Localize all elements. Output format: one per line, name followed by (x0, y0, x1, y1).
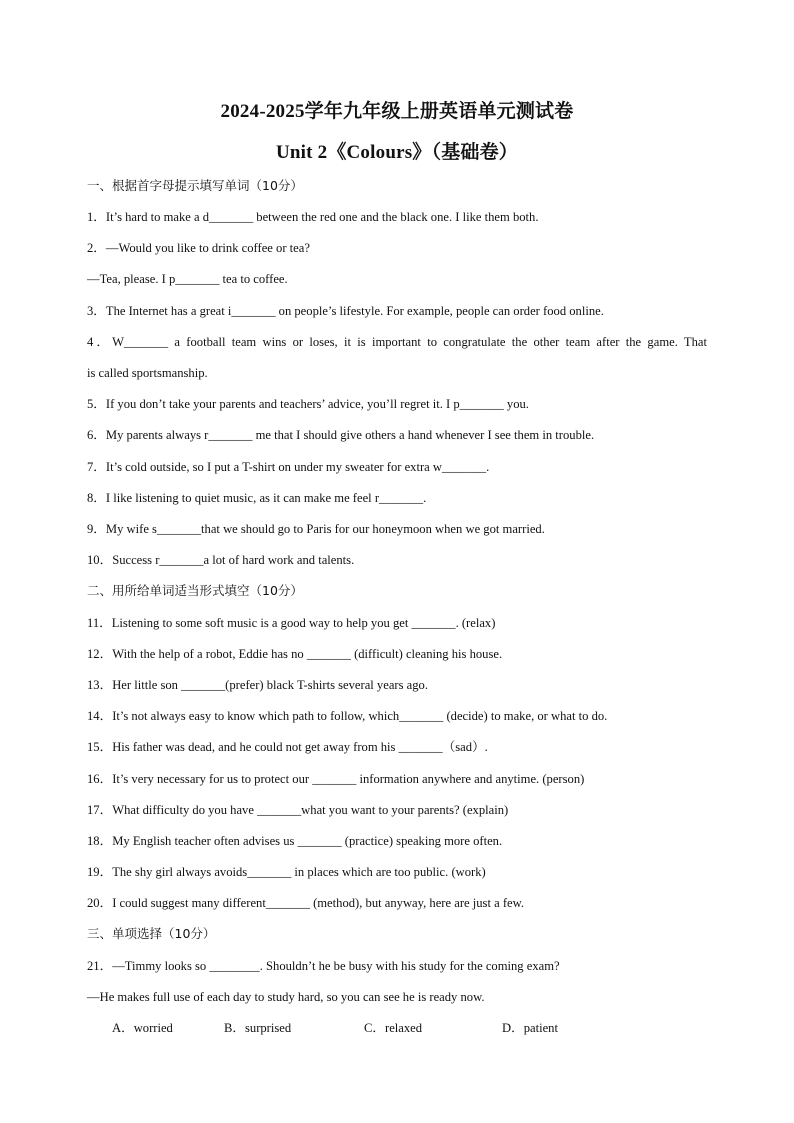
question-6: 6．My parents always r_______ me that I should give others a hand whenever I see them in trouble. (87, 428, 595, 442)
question-9: 9．My wife s_______that we should go to Paris for our honeymoon when we got married. (87, 522, 545, 536)
question-8: 8．I like listening to quiet music, as it can make me feel r_______. (87, 491, 427, 505)
question-15: 15．His father was dead, and he could not get away from his _______（sad）. (87, 740, 488, 754)
question-21-line-1: 21．—Timmy looks so ________. Shouldn’t he be busy with his study for the coming exam? (87, 959, 560, 973)
section-heading-2: 二、用所给单词适当形式填空（10分） (87, 583, 303, 598)
question-18: 18．My English teacher often advises us _______ (practice) speaking more often. (87, 834, 503, 848)
exam-subtitle: Unit 2《Colours》（基础卷） (275, 142, 519, 163)
question-14: 14．It’s not always easy to know which path to follow, which_______ (decide) to make, or what to do. (87, 709, 608, 723)
question-16: 16．It’s very necessary for us to protect our _______ information anywhere and anytime. (person) (87, 772, 585, 786)
section-heading-1: 一、根据首字母提示填写单词（10分） (87, 178, 303, 193)
question-13: 13．Her little son _______(prefer) black T-shirts several years ago. (87, 678, 428, 692)
question-2-line-1: 2．—Would you like to drink coffee or tea? (87, 241, 310, 255)
question-4-line-1: 4．W_______ a football team wins or loses, it is important to congratulate the other team after the game. That (87, 335, 707, 349)
question-10: 10．Success r_______a lot of hard work and talents. (87, 553, 355, 567)
question-20: 20．I could suggest many different_______ (method), but anyway, here are just a few. (87, 896, 525, 910)
option-d: D．patient (502, 1021, 558, 1035)
question-17: 17．What difficulty do you have _______what you want to your parents? (explain) (87, 803, 509, 817)
question-12: 12．With the help of a robot, Eddie has no _______ (difficult) cleaning his house. (87, 647, 503, 661)
question-5: 5．If you don’t take your parents and teachers’ advice, you’ll regret it. I p_______ you. (87, 397, 529, 411)
section-heading-3: 三、单项选择（10分） (87, 926, 216, 941)
question-4-line-2: is called sportsmanship. (87, 366, 208, 380)
option-b: B．surprised (224, 1021, 292, 1035)
exam-title: 2024-2025学年九年级上册英语单元测试卷 (220, 101, 574, 122)
option-a: A．worried (112, 1021, 173, 1035)
question-21-line-2: —He makes full use of each day to study hard, so you can see he is ready now. (87, 990, 485, 1004)
question-2-line-2: —Tea, please. I p_______ tea to coffee. (87, 272, 288, 286)
question-11: 11．Listening to some soft music is a good way to help you get _______. (relax) (87, 616, 496, 630)
question-1: 1．It’s hard to make a d_______ between the red one and the black one. I like them both. (87, 210, 539, 224)
question-7: 7．It’s cold outside, so I put a T-shirt on under my sweater for extra w_______. (87, 460, 490, 474)
option-c: C．relaxed (364, 1021, 423, 1035)
question-19: 19．The shy girl always avoids_______ in places which are too public. (work) (87, 865, 486, 879)
question-3: 3．The Internet has a great i_______ on people’s lifestyle. For example, people can order food online. (87, 304, 604, 318)
